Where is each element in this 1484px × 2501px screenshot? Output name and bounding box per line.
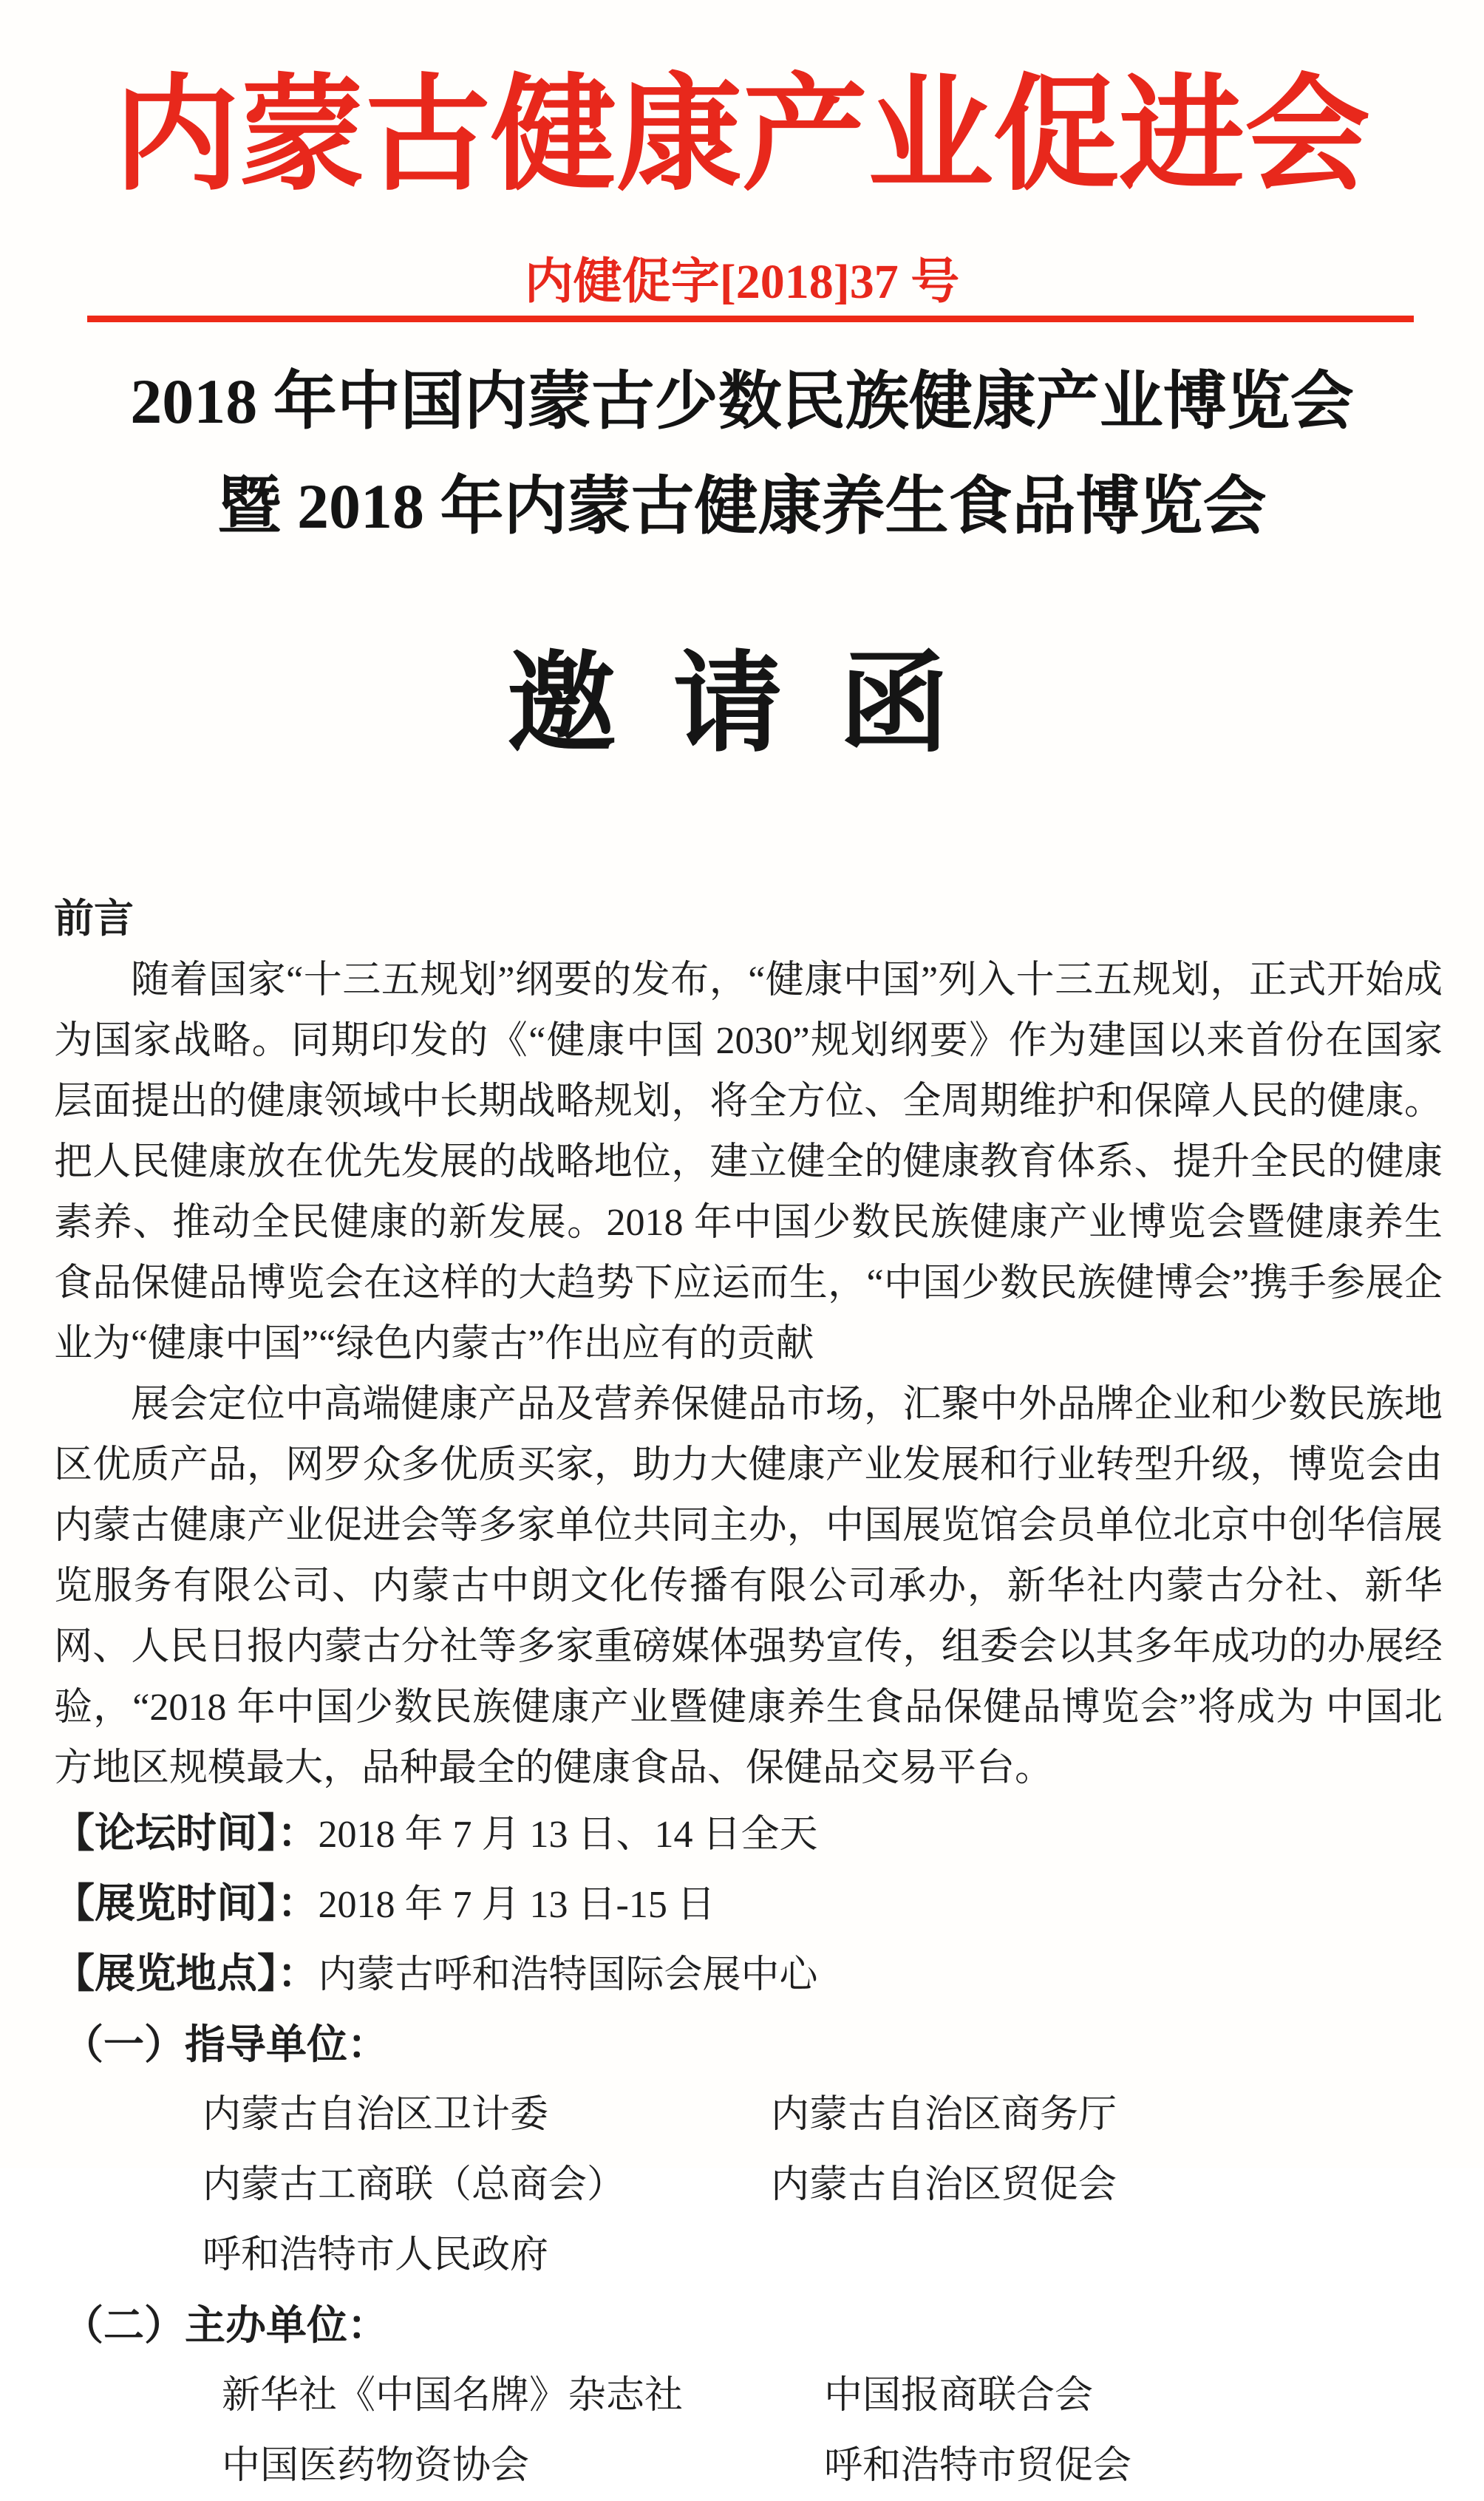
host-units-section [54, 2290, 1443, 2501]
doc-number: 内健促字[2018]37 号 [524, 254, 960, 309]
exhibition-venue-line [54, 1939, 1443, 2010]
exhibition-venue-value: 内蒙古呼和浩特国际会展中心 [318, 1953, 818, 1996]
guiding-units-heading: （一）指导单位： [63, 2021, 389, 2067]
org-row [54, 2220, 1443, 2290]
host-units-heading: （二）主办单位： [63, 2302, 389, 2348]
forum-time-label: 【论坛时间】： [54, 1810, 319, 1856]
guiding-units-section [54, 2010, 1443, 2290]
org-row [54, 2431, 1443, 2501]
letter-title: 邀请函 [506, 644, 1006, 766]
exhibition-venue-label: 【展览地点】： [54, 1950, 319, 1996]
preface-heading: 前言 [54, 896, 134, 941]
event-title-line-2: 暨 2018 年内蒙古健康养生食品博览会 [217, 470, 1267, 542]
forum-time-value: 2018 年 7 月 13 日、14 日全天 [318, 1813, 818, 1856]
exhibition-time-value: 2018 年 7 月 13 日-15 日 [318, 1883, 715, 1926]
org-row [54, 2150, 1443, 2220]
exhibition-time-label: 【展览时间】： [54, 1880, 319, 1926]
org-name: 呼和浩特市人民政府 [202, 2233, 549, 2276]
org-name: 内蒙古自治区卫计委 [202, 2093, 549, 2136]
exhibition-time-line [54, 1869, 1443, 1939]
preface-paragraph-2: 展会定位中高端健康产品及营养保健品市场，汇聚中外品牌企业和少数民族地区优质产品，网罗众多优质买家，助力大健康产业发展和行业转型升级，博览会由内蒙古健康产业促进会等多家单位共同主办，中国展览馆会员单位北京中创华信展览服务有限公司、内蒙古中朗文化传播有限公司承办，新华社内蒙古分社、新华网、人民日报内蒙古分社等多家重磅媒体强势宣传，组委会以其多年成功的办展经验，“2018 年中国少数民族健康产业暨健康养生食品保健品博览会”将成为 中国北方地区规模最大，品种最全的健康食品、保健品交易平台。 [54, 1383, 1443, 1789]
event-title-line-1: 2018 年中国内蒙古少数民族健康产业博览会 [130, 365, 1354, 437]
forum-time-line [54, 1799, 1443, 1869]
org-name: 内蒙古自治区商务厅 [771, 2093, 1117, 2136]
letter-body [0, 887, 1484, 2501]
org-row [54, 2080, 1443, 2150]
event-title [0, 349, 1484, 559]
org-name: 内蒙古工商联（总商会） [202, 2163, 626, 2206]
red-divider-line [87, 316, 1414, 322]
org-name: 新华社《中国名牌》杂志社 [222, 2374, 684, 2417]
org-name: 呼和浩特市贸促会 [824, 2444, 1132, 2487]
org-title: 内蒙古健康产业促进会 [113, 67, 1370, 205]
org-name: 中国医药物资协会 [222, 2444, 530, 2487]
org-name: 中国报商联合会 [824, 2374, 1094, 2417]
org-row [54, 2361, 1443, 2431]
preface-paragraph-1: 随着国家“十三五规划”纲要的发布，“健康中国”列入十三五规划，正式开始成为国家战略。同期印发的《“健康中国 2030”规划纲要》作为建国以来首份在国家层面提出的健康领域中长期战略规划，将全方位、全周期维护和保障人民的健康。把人民健康放在优先发展的战略地位，建立健全的健康教育体系、提升全民的健康素养、推动全民健康的新发展。2018 年中国少数民族健康产业博览会暨健康养生食品保健品博览会在这样的大趋势下应运而生，“中国少数民族健博会”携手参展企业为“健康中国”“绿色内蒙古”作出应有的贡献 [54, 959, 1443, 1365]
org-name: 内蒙古自治区贸促会 [771, 2163, 1117, 2206]
